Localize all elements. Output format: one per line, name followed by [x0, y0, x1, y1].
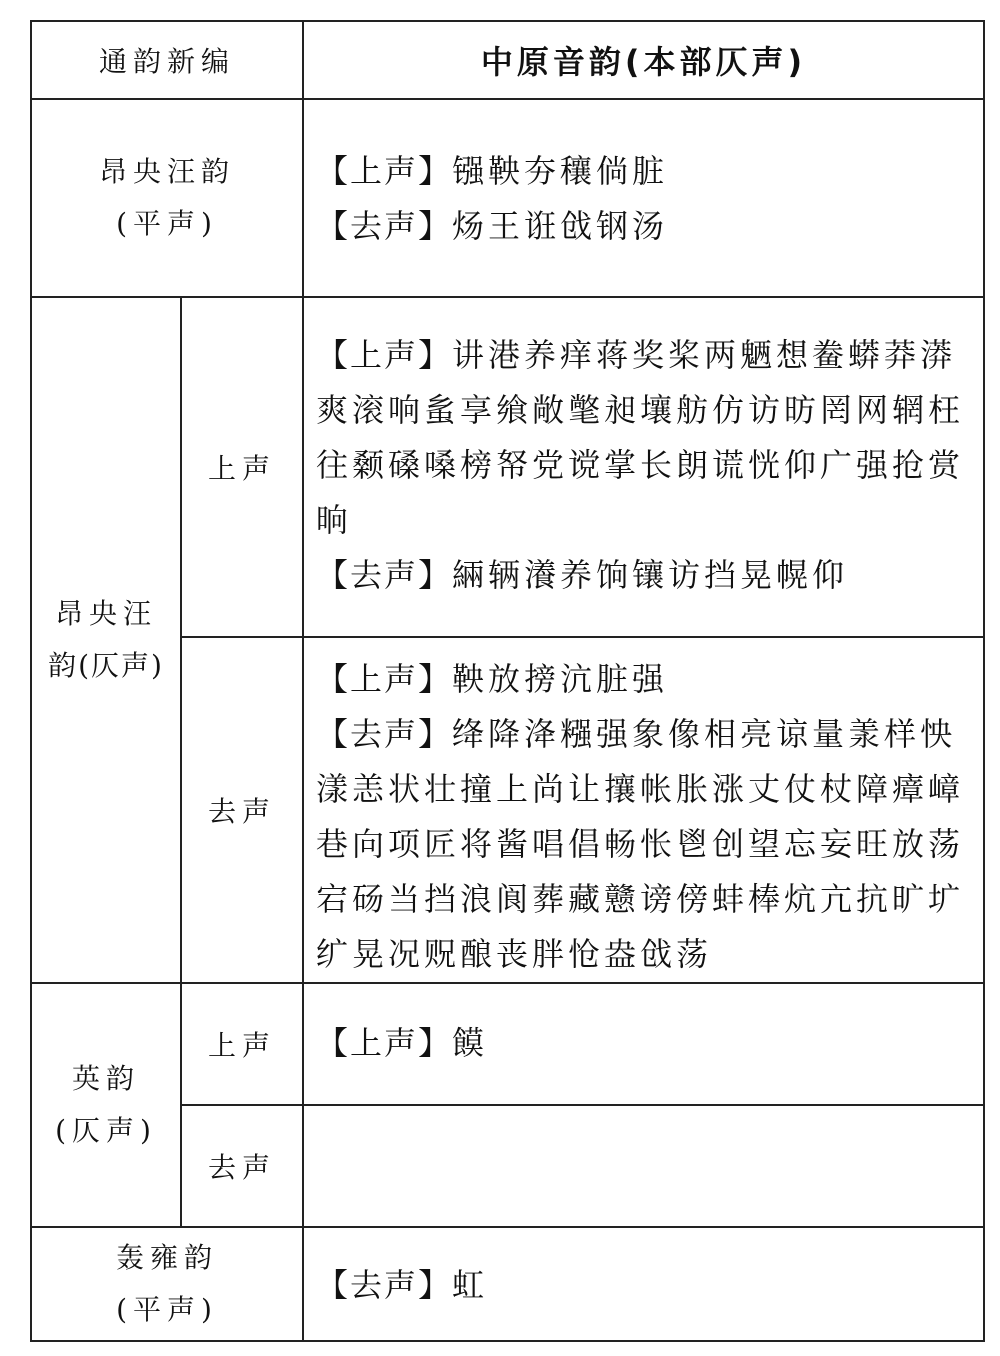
row-label	[31, 983, 181, 1227]
content-line	[316, 1258, 973, 1313]
tone-tag: 【上声】	[316, 152, 453, 190]
row-label-line1: 昂央汪韵	[99, 155, 236, 188]
char-list: 虹	[452, 1266, 489, 1304]
char-list: 鞅放搒沆脏强	[452, 660, 669, 698]
tone-tag: 【去声】	[316, 556, 453, 594]
content-line	[316, 199, 973, 254]
content-line	[316, 548, 973, 603]
content-line	[316, 144, 973, 199]
tone-tag: 【上声】	[316, 660, 453, 698]
row-label-line2: (仄声)	[55, 1114, 157, 1147]
char-list: 饃	[452, 1024, 489, 1062]
header-left: 通韵新编	[31, 21, 303, 99]
content-line	[316, 328, 973, 548]
header-row	[31, 21, 984, 99]
row-label-line2: 韵(仄声)	[48, 649, 164, 682]
row-content	[303, 637, 984, 983]
row-label	[31, 1227, 303, 1341]
row-angyangwang-ze-shang	[31, 297, 984, 637]
sub-label: 去声	[181, 637, 303, 983]
content-line	[316, 1016, 973, 1071]
tone-tag: 【上声】	[316, 336, 453, 374]
content-line	[316, 652, 973, 707]
char-list: 緉辆瀁养饷镶访挡晃幌仰	[452, 556, 849, 594]
row-label	[31, 297, 181, 983]
row-content	[303, 99, 984, 297]
row-content	[303, 1227, 984, 1341]
tone-tag: 【去声】	[316, 715, 453, 753]
sub-label: 上声	[181, 297, 303, 637]
char-list: 绛降洚糨强象像相亮谅量羕样怏漾恙状壮撞上尚让攘帐胀涨丈仗杖障瘴嶂巷向项匠将酱唱倡畅怅鬯创望忘妄旺放荡宕砀当挡浪阆葬藏戆谤傍蚌棒炕亢抗旷圹纩晃况贶酿丧胖怆盎戗荡	[316, 715, 965, 973]
row-content	[303, 297, 984, 637]
row-ying-shang	[31, 983, 984, 1105]
char-list: 镪鞅夯穰倘脏	[452, 152, 669, 190]
row-label-line2: (平声)	[116, 1293, 218, 1326]
row-label-line1: 英韵	[71, 1062, 140, 1095]
row-label-line2: (平声)	[116, 207, 218, 240]
sub-label: 去声	[181, 1105, 303, 1227]
rhyme-table	[30, 20, 985, 1342]
row-label	[31, 99, 303, 297]
char-list: 炀王诳戗钢汤	[452, 207, 669, 245]
row-angyangwang-ping	[31, 99, 984, 297]
sub-label: 上声	[181, 983, 303, 1105]
header-right: 中原音韵(本部仄声)	[303, 21, 984, 99]
tone-tag: 【上声】	[316, 1024, 453, 1062]
content-line	[316, 707, 973, 982]
char-list: 讲港养痒蒋奖桨两魉想鲞蟒莽漭爽滚响蚃享飨敞氅昶壤舫仿访昉罔网辋枉往颡磉嗓榜帑党谠掌长朗谎恍仰广强抢赏晌	[316, 336, 965, 539]
row-label-line1: 轰雍韵	[116, 1241, 219, 1274]
tone-tag: 【去声】	[316, 207, 453, 245]
tone-tag: 【去声】	[316, 1266, 453, 1304]
row-label-line1: 昂央汪	[54, 597, 157, 630]
row-content	[303, 983, 984, 1105]
row-hongyong-ping	[31, 1227, 984, 1341]
row-content-empty	[303, 1105, 984, 1227]
